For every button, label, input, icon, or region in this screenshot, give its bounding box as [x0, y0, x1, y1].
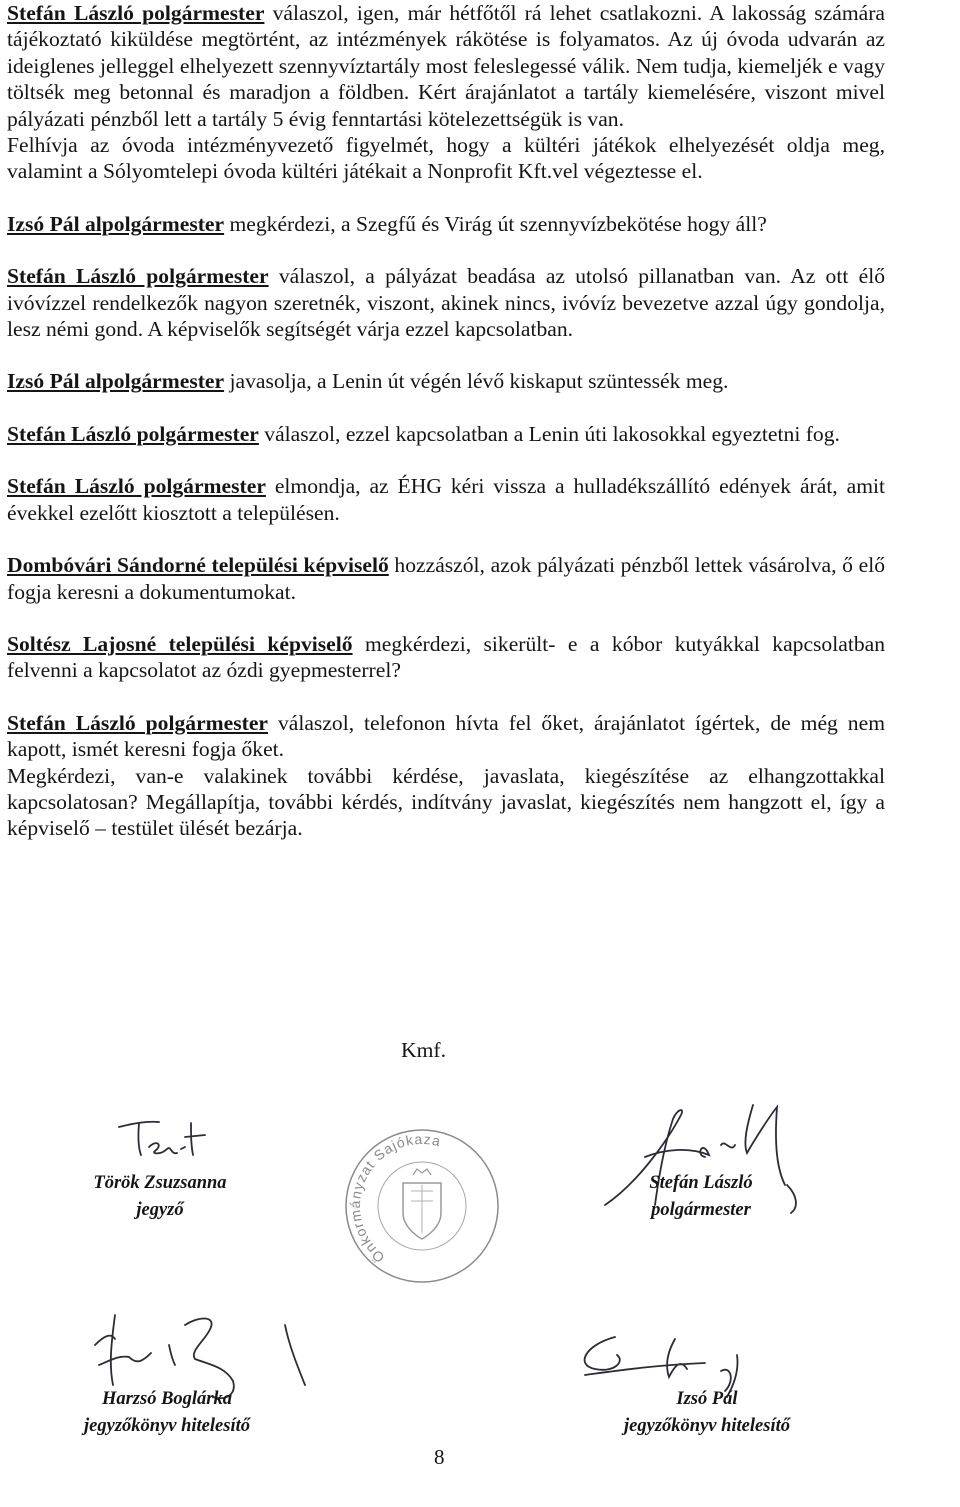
paragraph-2	[7, 132, 885, 185]
paragraph-text: válaszol, igen, már hétfőtől rá lehet csatlakozni. A lakosság számára tájékoztató kiküldése megtörtént, az intézmények rákötése is folyamatos. Az új óvoda udvarán az ideiglenes jelleggel elhelyezett szennyvíztartály most feleslegessé válik. Nem tudja, kiemeljék e vagy töltsék meg betonnal és maradjon a földben. Kért árajánlatot a tartály kiemelésére, viszont mivel pályázati pénzből lett a tartály 5 évig fenntartási kötelezettségük is van.	[7, 1, 885, 131]
speaker-name: Stefán László polgármester	[7, 474, 266, 499]
signer-role: polgármester	[651, 1200, 751, 1220]
paragraph-text: elmondja, az ÉHG kéri vissza a hulladékszállító edények árát, amit évekkel ezelőtt kiosztott a településen.	[7, 474, 885, 525]
paragraph-text: Megkérdezi, van-e valakinek további kérdése, javaslata, kiegészítése az elhangzottakkal kapcsolatosan? Megállapítja, további kérdés, indítvány javaslat, kiegészítés nem hangzott el, így a képviselő – testület ülését bezárja.	[7, 763, 885, 841]
kmf-label: Kmf.	[401, 1038, 446, 1062]
signer-role: jegyzőkönyv hitelesítő	[84, 1416, 250, 1436]
speaker-name: Stefán László polgármester	[7, 421, 259, 446]
paragraph-8	[7, 552, 885, 605]
paragraph-3	[7, 211, 885, 237]
signature-block-hitelesito2	[592, 1386, 822, 1440]
paragraph-1	[7, 0, 885, 132]
paragraph-text: válaszol, ezzel kapcsolatban a Lenin úti lakosokkal egyeztetni fog.	[258, 421, 840, 446]
paragraph-text: megkérdezi, a Szegfű és Virág út szennyvízbekötése hogy áll?	[224, 211, 767, 236]
paragraph-text: Felhívja az óvoda intézményvezető figyelmét, hogy a kültéri játékok elhelyezését oldja meg, valamint a Sólyomtelepi óvoda kültéri játékait a Nonprofit Kft.vel végeztesse el.	[7, 133, 885, 184]
paragraph-9	[7, 631, 885, 684]
signer-role: jegyző	[136, 1200, 184, 1220]
paragraph-10	[7, 710, 885, 763]
signature-block-hitelesito1	[52, 1386, 282, 1440]
paragraph-6	[7, 421, 885, 447]
speaker-name: Izsó Pál alpolgármester	[7, 211, 225, 236]
speaker-name: Soltész Lajosné települési képviselő	[7, 631, 353, 656]
signer-name: Török Zsuzsanna	[93, 1173, 227, 1193]
paragraph-text: válaszol, a pályázat beadása az utolsó pillanatban van. Az ott élő ivóvízzel rendelkezők nagyon szeretnék, viszont, akinek nincs, ivóvíz bevezetve azzal úgy gondolja, lesz némi gond. A képviselők segítségét várja ezzel kapcsolatban.	[7, 264, 885, 342]
signer-name: Stefán László	[649, 1173, 753, 1193]
signer-name: Harzsó Boglárka	[101, 1389, 233, 1409]
paragraph-7	[7, 473, 885, 526]
speaker-name: Stefán László polgármester	[7, 710, 268, 735]
signature-jegyzo	[105, 1105, 225, 1165]
paragraph-5	[7, 368, 885, 394]
signature-block-polgarmester	[606, 1170, 796, 1224]
paragraph-text: válaszol, telefonon hívta fel őket, árajánlatot ígértek, de még nem kapott, ismét keresni fogja őket.	[7, 710, 885, 762]
signer-role: jegyzőkönyv hitelesítő	[624, 1416, 790, 1436]
speaker-name: Dombóvári Sándorné települési képviselő	[7, 553, 389, 578]
speaker-name: Stefán László polgármester	[7, 264, 269, 289]
paragraph-text: javasolja, a Lenin út végén lévő kiskaput szüntessék meg.	[224, 369, 729, 394]
speaker-name: Stefán László polgármester	[7, 1, 265, 25]
paragraph-4	[7, 263, 885, 342]
minutes-body	[7, 0, 885, 842]
paragraph-11	[7, 763, 885, 842]
paragraph-text: hozzászól, azok pályázati pénzből lettek vásárolva, ő elő fogja keresni a dokumentumokat.	[7, 553, 886, 604]
signer-name: Izsó Pál	[676, 1389, 738, 1409]
svg-text:Önkormányzat Sajókaza	[347, 1131, 443, 1267]
official-seal	[341, 1125, 503, 1287]
seal-text: Önkormányzat Sajókaza	[346, 1130, 443, 1267]
speaker-name: Izsó Pál alpolgármester	[7, 369, 225, 394]
signature-block-jegyzo	[65, 1170, 255, 1224]
page-number: 8	[434, 1445, 445, 1469]
paragraph-text: megkérdezi, sikerült- e a kóbor kutyákkal kapcsolatban felvenni a kapcsolatot az ózdi gyepmesterrel?	[7, 631, 885, 683]
